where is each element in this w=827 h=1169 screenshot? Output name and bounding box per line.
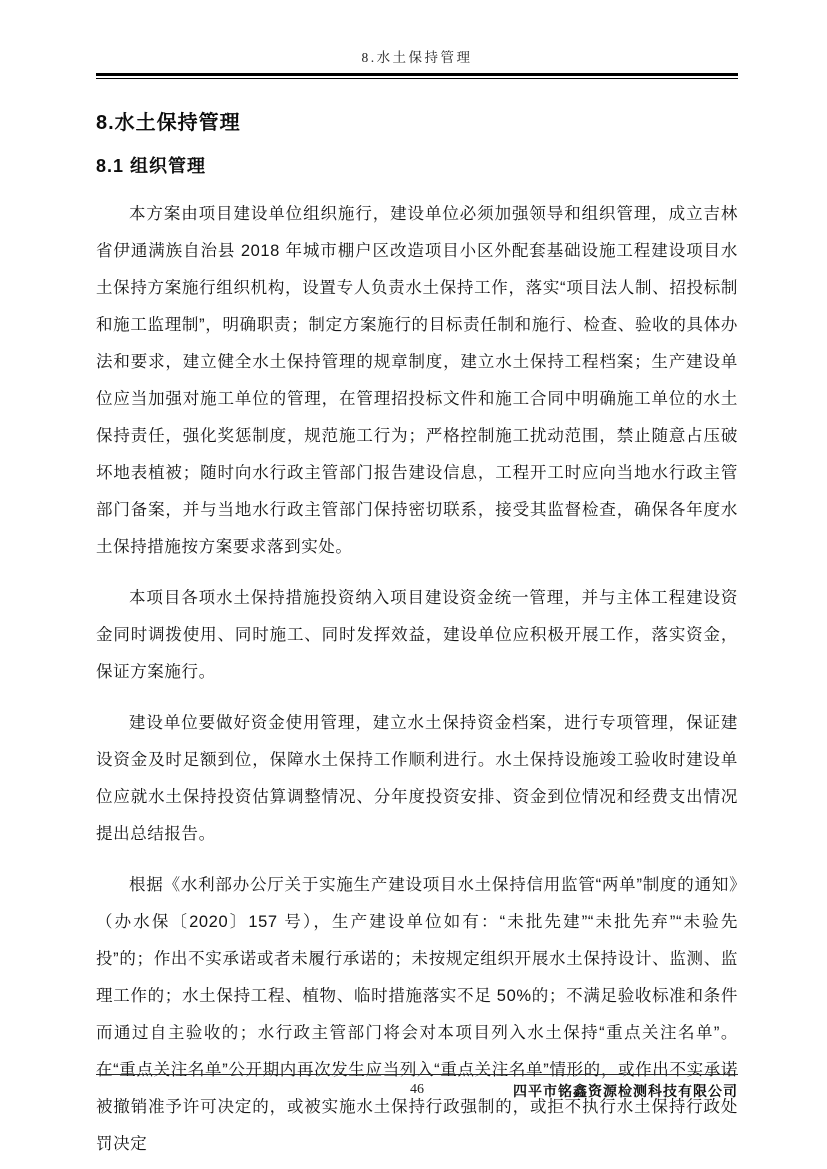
paragraph-organization-1: 本方案由项目建设单位组织施行，建设单位必须加强领导和组织管理，成立吉林省伊通满族自治县 2018 年城市棚户区改造项目小区外配套基础设施工程建设项目水土保持方案施行组织机构，设置专人负责水土保持工作，落实“项目法人制、招投标制和施工监理制”，明确职责；制定方案施行的目标责任制和施行、检查、验收的具体办法和要求，建立健全水土保持管理的规章制度，建立水土保持工程档案；生产建设单位应当加强对施工单位的管理，在管理招投标文件和施工合同中明确施工单位的水土保持责任，强化奖惩制度，规范施工行为；严格控制施工扰动范围，禁止随意占压破坏地表植被；随时向水行政主管部门报告建设信息，工程开工时应向当地水行政主管部门备案，并与当地水行政主管部门保持密切联系，接受其监督检查，确保各年度水土保持措施按方案要求落到实处。 (96, 205, 738, 556)
page-number: 46 (410, 1082, 424, 1097)
paragraph-fund-usage: 建设单位要做好资金使用管理，建立水土保持资金档案，进行专项管理，保证建设资金及时足额到位，保障水土保持工作顺利进行。水土保持设施竣工验收时建设单位应就水土保持投资估算调整情况、分年度投资安排、资金到位情况和经费支出情况提出总结报告。 (96, 714, 738, 843)
paragraph-credit-supervision: 根据《水利部办公厅关于实施生产建设项目水土保持信用监管“两单”制度的通知》（办水保〔2020〕157 号），生产建设单位如有：“未批先建”“未批先弃”“未验先投”的；作出不实承诺或者未履行承诺的；未按规定组织开展水土保持设计、监测、监理工作的；水土保持工程、植物、临时措施落实不足 50%的；不满足验收标准和条件而通过自主验收的；水行政主管部门将会对本项目列入水土保持“重点关注名单”。在“重点关注名单”公开期内再次发生应当列入“重点关注名单”情形的，或作出不实承诺被撤销准予许可决定的，或被实施水土保持行政强制的，或拒不执行水土保持行政处罚决定 (96, 876, 738, 1153)
section-heading: 8.1 组织管理 (96, 156, 207, 176)
footer-company-name: 四平市铭鑫资源检测科技有限公司 (513, 1083, 738, 1099)
paragraph-funds-management: 本项目各项水土保持措施投资纳入项目建设资金统一管理，并与主体工程建设资金同时调拨使用、同时施工、同时发挥效益，建设单位应积极开展工作，落实资金，保证方案施行。 (96, 589, 738, 681)
page-footer (96, 1074, 738, 1107)
running-header (96, 46, 738, 79)
chapter-heading: 8.水土保持管理 (96, 112, 241, 134)
header-rule (96, 73, 738, 79)
running-header-title: 8.水土保持管理 (361, 50, 473, 65)
